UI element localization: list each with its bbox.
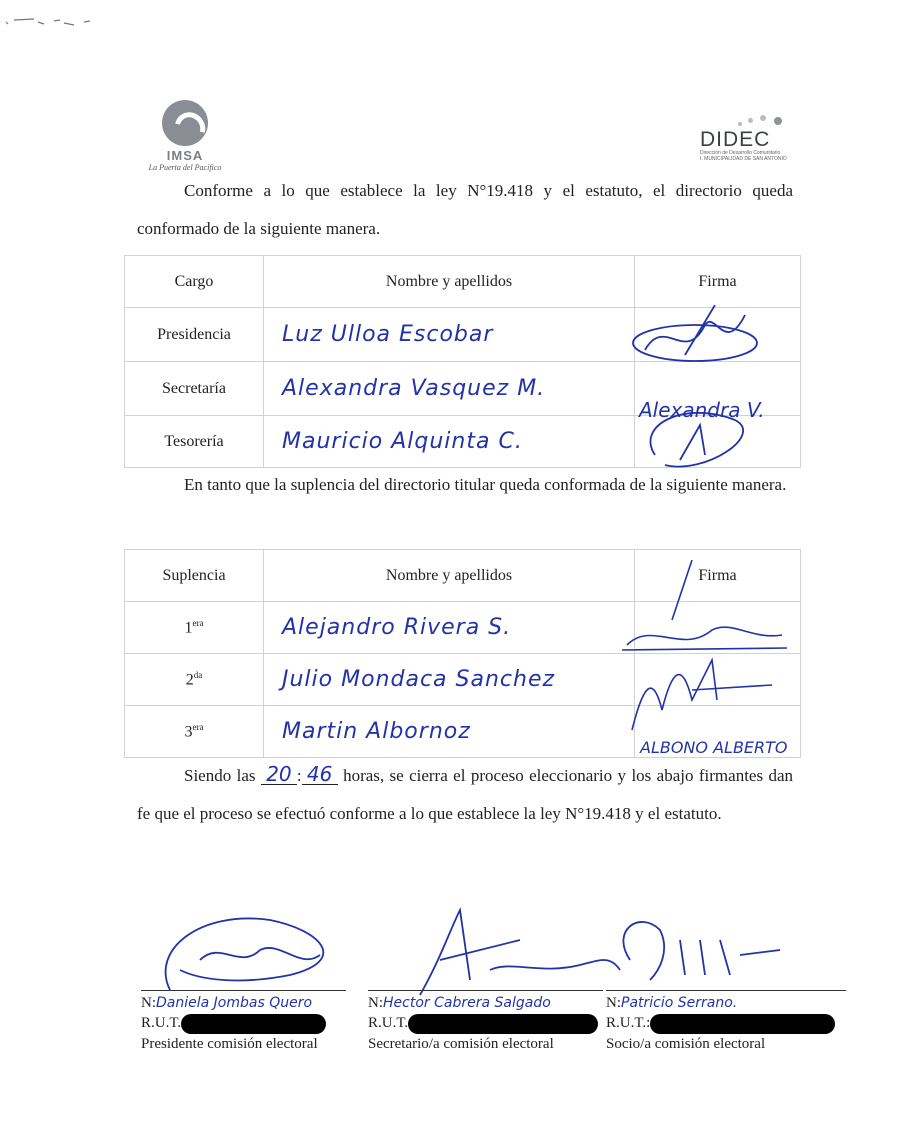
signatory-socio: N:Patricio Serrano. R.U.T.: Socio/a comisión electoral — [606, 990, 846, 1054]
nombre-presidencia: Luz Ulloa Escobar — [264, 308, 635, 362]
signatory-name: Patricio Serrano. — [621, 995, 738, 1011]
commission-signatures-icon — [140, 900, 860, 1000]
closing-minute: 46 — [302, 764, 338, 785]
imsa-emblem-icon — [162, 100, 208, 146]
didec-logo — [700, 112, 796, 162]
imsa-brand: IMSA — [166, 148, 204, 163]
redacted-rut — [181, 1014, 326, 1034]
imsa-tagline: La Puerta del Pacífico — [148, 163, 222, 172]
signatory-role: Presidente comisión electoral — [141, 1035, 318, 1052]
header-cargo: Cargo — [125, 256, 264, 308]
suplencia-paragraph — [137, 466, 793, 504]
intro-paragraph — [137, 172, 793, 248]
signatory-presidente: N:Daniela Jombas Quero R.U.T. Presidente comisión electoral — [141, 990, 346, 1054]
redacted-rut — [408, 1014, 598, 1034]
signatory-role: Secretario/a comisión electoral — [368, 1035, 554, 1052]
closing-suffix: horas, se cierra el proceso eleccionario y los abajo firmantes dan fe que el proceso se efectuó conforme a lo que establece la ley N°19.418 y el estatuto. — [137, 766, 794, 823]
signature-line — [141, 990, 346, 991]
firma-3-text: ALBONO ALBERTO — [640, 738, 788, 757]
header-nombre: Nombre y apellidos — [264, 256, 635, 308]
cargo-presidencia: Presidencia — [125, 308, 264, 362]
nombre-secretaria: Alexandra Vasquez M. — [264, 362, 635, 416]
signatory-role: Socio/a comisión electoral — [606, 1035, 766, 1052]
didec-dots-icon — [700, 112, 796, 130]
header-nombre: Nombre y apellidos — [264, 550, 635, 602]
orden-2: $2^{da}$ — [125, 654, 264, 706]
nombre-suplente-3: Martin Albornoz — [264, 706, 635, 758]
signature-secretaria-text: Alexandra V. — [639, 398, 765, 422]
signature-line — [606, 990, 846, 991]
closing-prefix: Siendo las — [184, 766, 256, 785]
table-header-row — [125, 256, 801, 308]
cargo-tesoreria: Tesorería — [125, 416, 264, 468]
cargo-secretaria: Secretaría — [125, 362, 264, 416]
imsa-logo — [140, 96, 230, 172]
directorio-signatures-icon — [625, 305, 785, 480]
header-firma: Firma — [635, 550, 801, 602]
didec-brand: DIDEC — [700, 128, 771, 151]
closing-paragraph: Siendo las 20 : 46 horas, se cierra el proceso eleccionario y los abajo firmantes dan fe que el proceso se efectuó conforme a lo que establece la ley N°19.418 y el estatuto. — [137, 762, 794, 823]
signatory-secretario: N:Hector Cabrera Salgado R.U.T. Secretario/a comisión electoral — [368, 990, 603, 1054]
nombre-tesoreria: Mauricio Alquinta C. — [264, 416, 635, 468]
nombre-suplente-2: Julio Mondaca Sanchez — [264, 654, 635, 706]
signature-line — [368, 990, 603, 991]
closing-hour: 20 — [261, 764, 297, 785]
intro-text: Conforme a lo que establece la ley N°19.418 y el estatuto, el directorio queda conformado de la siguiente manera. — [137, 181, 793, 238]
orden-3: $3^{era}$ — [125, 706, 264, 758]
signatory-name: Hector Cabrera Salgado — [383, 995, 551, 1011]
nombre-suplente-1: Alejandro Rivera S. — [264, 602, 635, 654]
didec-subtitle-2: I. MUNICIPALIDAD DE SAN ANTONIO — [700, 156, 787, 162]
header-suplencia: Suplencia — [125, 550, 264, 602]
suplencia-text: En tanto que la suplencia del directorio titular queda conformada de la siguiente manera. — [184, 475, 787, 494]
header-firma: Firma — [635, 256, 801, 308]
orden-1: $1^{era}$ — [125, 602, 264, 654]
didec-subtitle-1: Dirección de Desarrollo Comunitario — [700, 150, 781, 156]
redacted-rut — [650, 1014, 835, 1034]
suplencia-signatures-icon — [622, 560, 792, 760]
scan-artifact — [4, 16, 94, 30]
signatory-name: Daniela Jombas Quero — [156, 995, 313, 1011]
